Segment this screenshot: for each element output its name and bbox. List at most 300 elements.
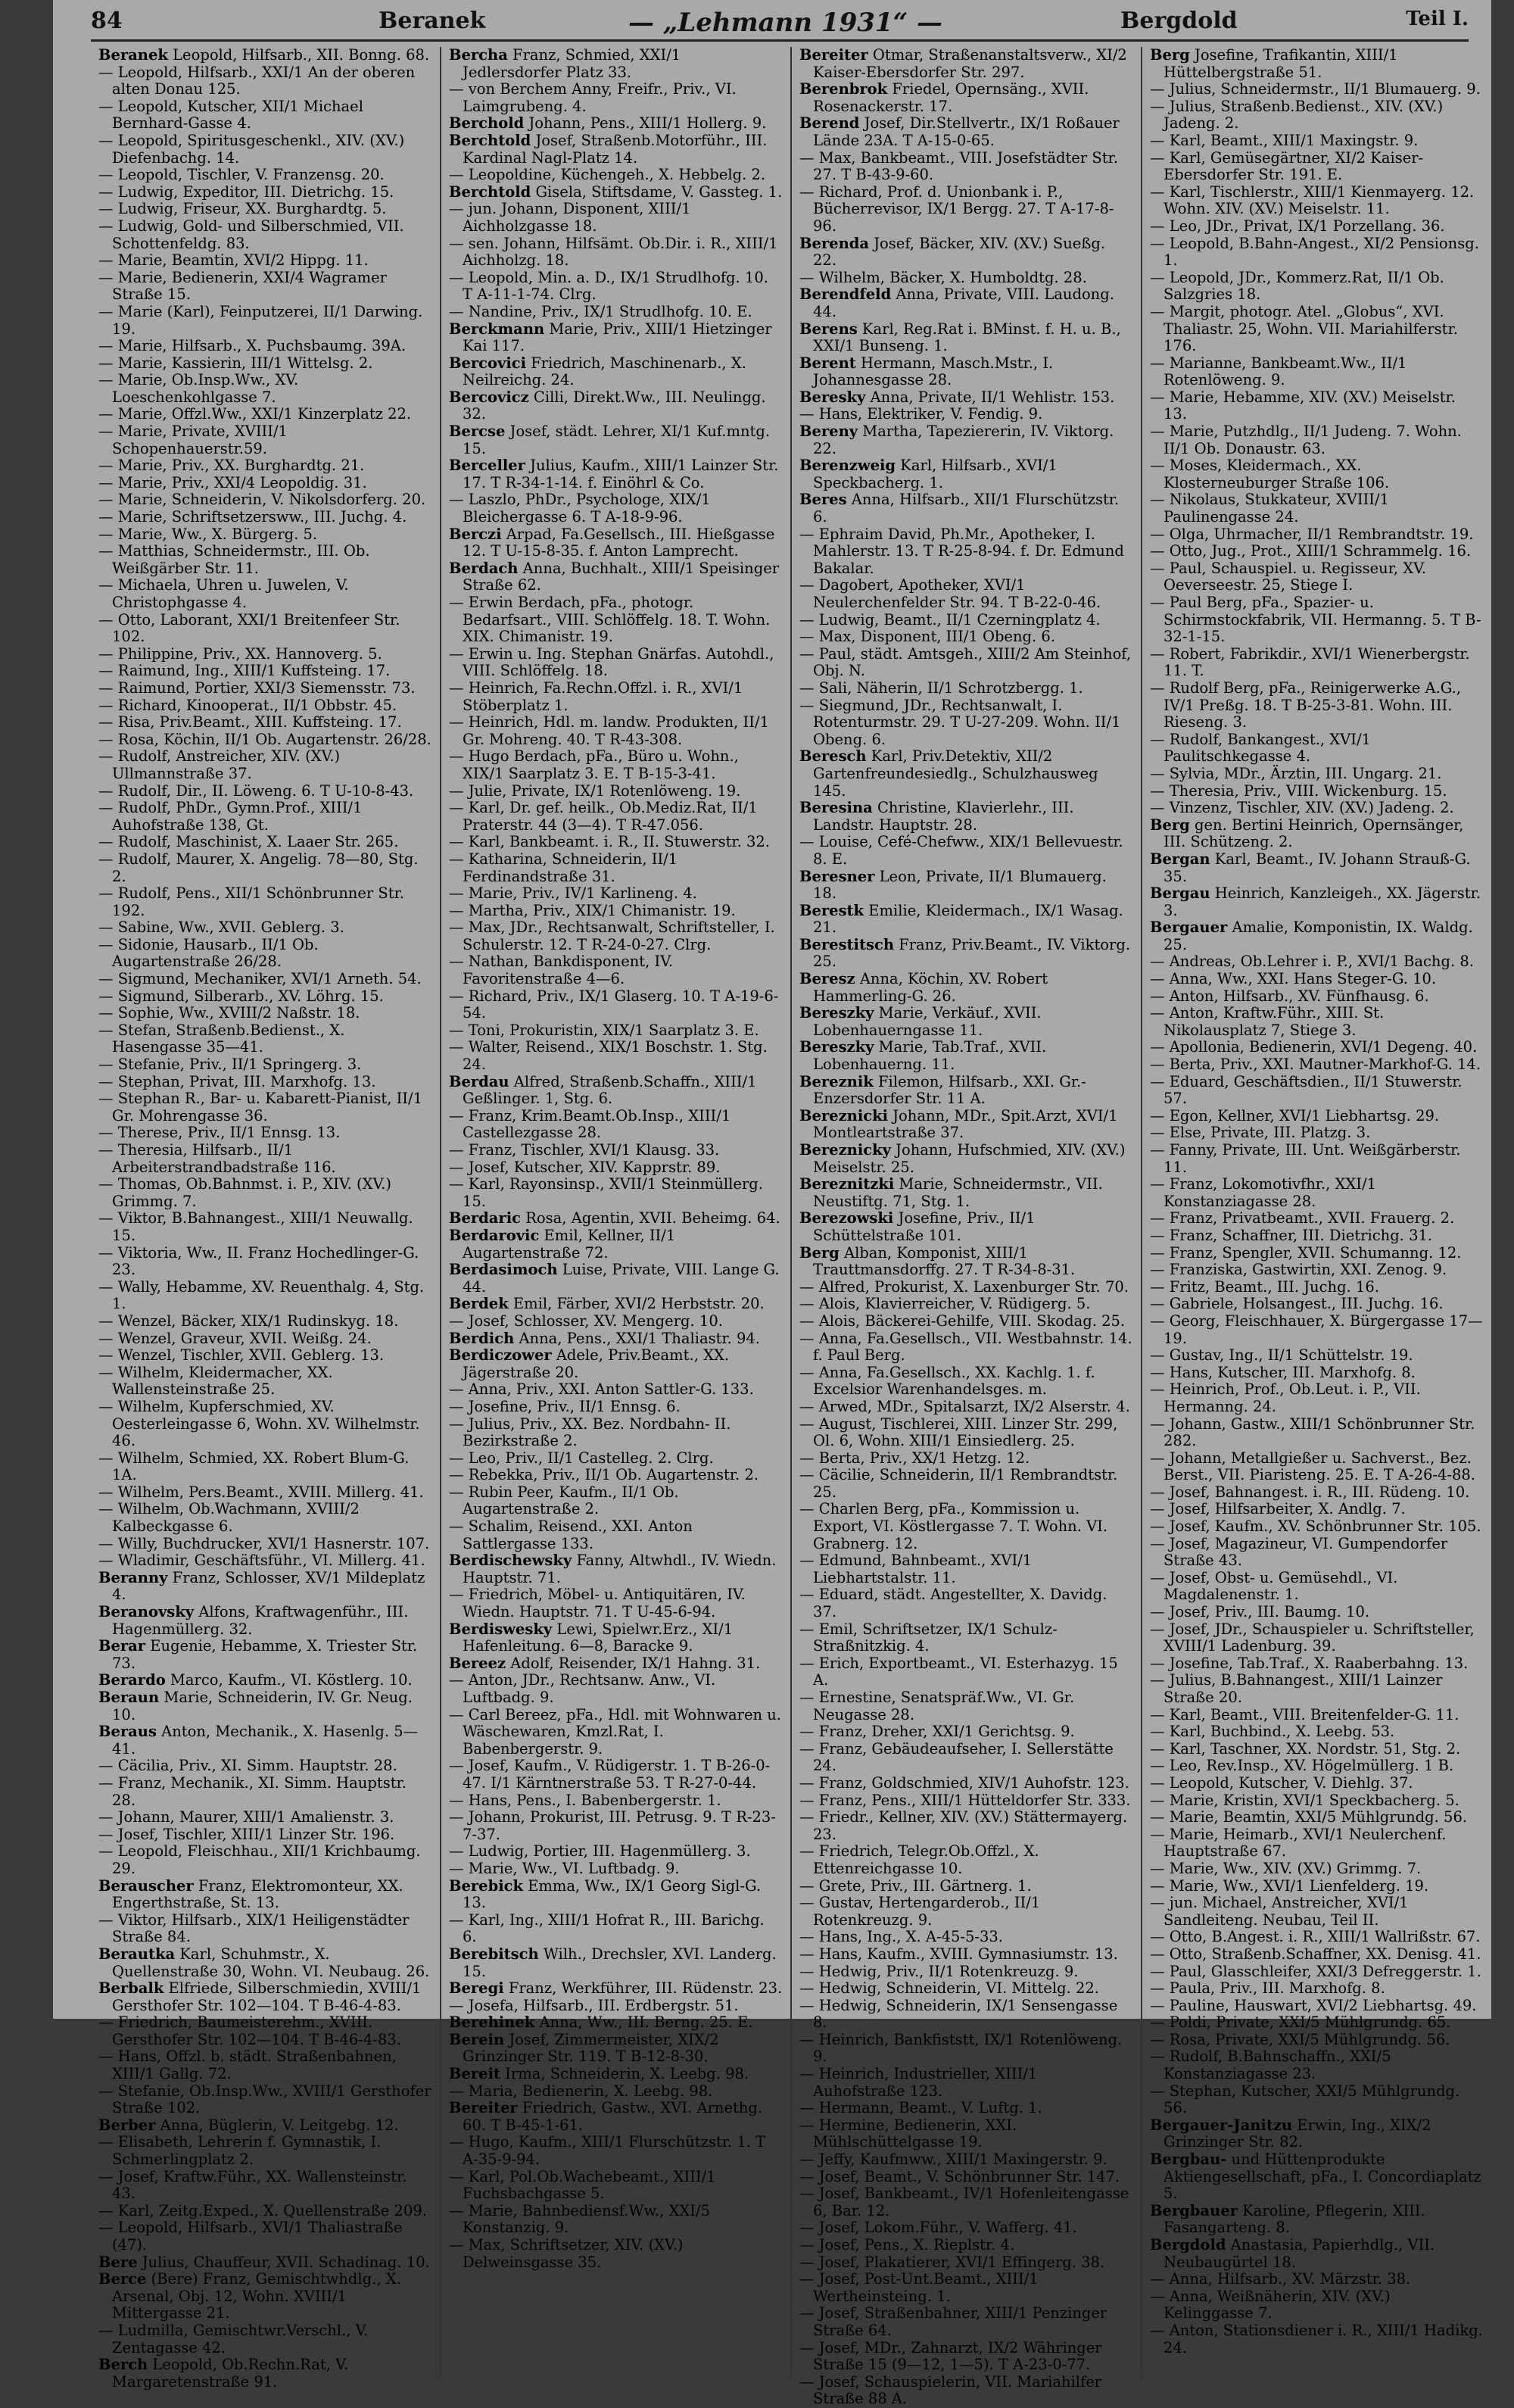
directory-entry: — Franziska, Gastwirtin, XXI. Zenog. 9. [1150,1261,1447,1279]
directory-entry: Berchtold Josef, Straßenb.Motorführ., III. Kardinal Nagl-Platz 14. [449,131,768,167]
directory-entry: — Heinrich, Hdl. m. landw. Produkten, II/1 Gr. Mohreng. 40. T R-43-308. [449,713,769,748]
directory-entry: — Stephan R., Bar- u. Kabarett-Pianist, II/1 Gr. Mohrengasse 36. [98,1090,422,1124]
directory-entry: — Dagobert, Apotheker, XVI/1 Neulerchenfelder Str. 94. T B-22-0-46. [799,576,1101,611]
directory-entry: — Franz, Mechanik., XI. Simm. Hauptstr. 28. [98,1773,407,1809]
directory-entry: — Leopold, JDr., Kommerz.Rat, II/1 Ob. Salzgries 18. [1150,268,1444,304]
directory-column-2 [440,47,790,2378]
directory-entry: — Leopold, Min. a. D., IX/1 Strudlhofg. 10. T A-11-1-74. Clrg. [449,268,768,304]
directory-entry: — Gustav, Hertengarderob., II/1 Rotenkreuzg. 9. [799,1894,1041,1929]
directory-entry: — Franz, Gebäudeaufseher, I. Sellerstätte 24. [799,1739,1114,1775]
directory-entry: — Wilhelm, Pers.Beamt., XVIII. Millerg. 41. [98,1483,424,1501]
directory-entry: — Hans, Ing., X. A-45-5-33. [799,1928,1003,1946]
directory-entry: — Johann, Prokurist, III. Petrusg. 9. T R-23-7-37. [449,1808,776,1843]
directory-entry: — Anna, Hilfsarb., XV. Märzstr. 38. [1150,2270,1411,2288]
directory-entry: — Heinrich, Industrieller, XIII/1 Auhofstraße 123. [799,2065,1038,2100]
directory-entry: — Apollonia, Bedienerin, XVI/1 Degeng. 40. [1150,1038,1478,1056]
directory-entry: Bereiter Friedrich, Gastw., XVI. Arnethg. 60. T B-45-1-61. [449,2099,763,2134]
directory-entry: — Julius, B.Bahnangest., XIII/1 Lainzer Straße 20. [1150,1671,1443,1706]
directory-entry: — Karl, Bankbeamt. i. R., II. Stuwerstr. 32. [449,833,771,851]
directory-entry: — Emil, Schriftsetzer, IX/1 Schulz-Straßnitzkig. 4. [799,1620,1058,1655]
directory-entry: — Rosa, Private, XXI/5 Mühlgrundg. 56. [1150,2030,1450,2048]
directory-entry: — Wladimir, Geschäftsführ., VI. Millerg. 41. [98,1552,425,1570]
directory-entry: — Leopold, Fleischhau., XII/1 Krichbaumg. 29. [98,1842,421,1877]
directory-entry: — Marie, Schneiderin, V. Nikolsdorferg. 20. [98,491,426,509]
directory-entry: — Rudolf, Anstreicher, XIV. (XV.) Ullmannstraße 37. [98,747,341,782]
directory-entry: — August, Tischlerei, XIII. Linzer Str. 299, Ol. 6, Wohn. XIII/1 Einsiedlerg. 25. [799,1415,1118,1450]
directory-entry: — Ludmilla, Gemischtwr.Verschl., V. Zentagasse 42. [98,2321,369,2357]
directory-entry: — Otto, Laborant, XXI/1 Breitenfeer Str. 102. [98,610,400,646]
directory-entry: — Anna, Ww., XXI. Hans Steger-G. 10. [1150,970,1437,988]
directory-entry: — Fanny, Private, III. Unt. Weißgärberstr. 11. [1150,1141,1461,1176]
directory-entry: Berebitsch Wilh., Drechsler, XVI. Landerg. 15. [449,1945,777,1980]
directory-entry: Beregi Franz, Werkführer, III. Rüdenstr. 23. [449,1979,783,1998]
directory-entry: Berczi Arpad, Fa.Gesellsch., III. Hießgasse 12. T U-15-8-35. f. Anton Lamprecht. [449,525,775,560]
directory-entry: — Josef, Lokom.Führ., V. Wafferg. 41. [799,2219,1077,2237]
directory-entry: — Erwin u. Ing. Stephan Gnärfas. Autohdl., VIII. Schlöffelg. 18. [449,644,774,680]
directory-entry: Beranek Leopold, Hilfsarb., XII. Bonng. 68. [98,46,430,64]
directory-entry: — Martha, Priv., XIX/1 Chimanistr. 19. [449,901,736,919]
directory-entry: — Leopold, Hilfsarb., XVI/1 Thaliastraße (47). [98,2219,403,2254]
directory-entry: — Moses, Kleidermach., XX. Klosterneuburger Straße 106. [1150,457,1390,491]
directory-entry: — Sophie, Ww., XVIII/2 Naßstr. 18. [98,1004,360,1022]
directory-entry: — Franz, Lokomotivfhr., XXI/1 Konstanziagasse 28. [1150,1175,1376,1210]
directory-entry: — Egon, Kellner, XVI/1 Liebhartsg. 29. [1150,1106,1440,1124]
directory-entry: — Viktor, Hilfsarb., XIX/1 Heiligenstädter Straße 84. [98,1910,410,1946]
directory-entry: — Franz, Goldschmied, XIV/1 Auhofstr. 123. [799,1773,1129,1792]
directory-entry: Berber Anna, Büglerin, V. Leitgebg. 12. [98,2116,399,2134]
directory-entry: — Karl, Pol.Ob.Wachebeamt., XIII/1 Fuchsbachgasse 5. [449,2167,716,2203]
directory-entry: — Josef, Hilfsarbeiter, X. Andlg. 7. [1150,1500,1406,1518]
directory-entry: Berens Karl, Reg.Rat i. BMinst. f. H. u. B., XXI/1 Bunseng. 1. [799,320,1121,355]
directory-entry: — Georg, Fleischhauer, X. Bürgergasse 17—19. [1150,1312,1483,1347]
directory-entry: — Julius, Schneidermstr., II/1 Blumauerg. 9. [1150,80,1481,98]
directory-entry: Beresz Anna, Köchin, XV. Robert Hammerling-G. 26. [799,970,1048,1005]
directory-entry: — Franz, Pens., XIII/1 Hütteldorfer Str. 333. [799,1791,1131,1809]
directory-entry: — Marie, Offzl.Ww., XXI/1 Kinzerplatz 22. [98,405,412,423]
directory-entry: Berbalk Elfriede, Silberschmiedin, XVIII/1 Gersthofer Str. 102—104. T B-46-4-83. [98,1979,422,2014]
directory-entry: — von Berchem Anny, Freifr., Priv., VI. Laimgrubeng. 4. [449,80,737,115]
directory-entry: — Leopold, Spiritusgeschenkl., XIV. (XV.) Diefenbachg. 14. [98,131,405,167]
directory-entry: — Rebekka, Priv., II/1 Ob. Augartenstr. 2. [449,1466,759,1484]
directory-entry: — Karl, Gemüsegärtner, XI/2 Kaiser-Ebersdorfer Str. 191. E. [1150,148,1424,184]
directory-entry: — Josef, Pens., X. Rieplstr. 4. [799,2236,1015,2254]
directory-entry: — Josef, MDr., Zahnarzt, IX/2 Währinger Straße 15 (9—12, 1—5). T A-23-0-77. [799,2338,1102,2374]
directory-entry: — Paula, Priv., III. Marxhofg. 8. [1150,1979,1385,1998]
directory-entry: Bereznik Filemon, Hilfsarb., XXI. Gr.-Enzersdorfer Str. 11 A. [799,1072,1086,1108]
directory-entry: — Marie, Heimarb., XVI/1 Neulerchenf. Hauptstraße 67. [1150,1825,1447,1861]
directory-entry: — Hedwig, Schneiderin, IX/1 Sensengasse 8. [799,1996,1118,2032]
directory-entry: Berdich Anna, Pens., XXI/1 Thaliastr. 94. [449,1329,760,1347]
directory-entry: — Stefan, Straßenb.Bedienst., X. Hasengasse 35—41. [98,1021,345,1056]
directory-entry: — Wilhelm, Ob.Wachmann, XVIII/2 Kalbeckgasse 6. [98,1500,360,1536]
directory-entry: — Heinrich, Fa.Rechn.Offzl. i. R., XVI/1 Stöberplatz 1. [449,678,743,714]
directory-entry: Bercha Franz, Schmied, XXI/1 Jedlersdorfer Platz 33. [449,46,681,81]
header-title: — „Lehmann 1931“ — [628,8,942,38]
directory-entry: — Wilhelm, Schmied, XX. Robert Blum-G. 1A. [98,1449,410,1484]
directory-entry: — Josefine, Tab.Traf., X. Raaberbahng. 13. [1150,1654,1469,1672]
directory-entry: — Matthias, Schneidermstr., III. Ob. Weißgärber Str. 11. [98,542,370,577]
directory-entry: — Maria, Bedienerin, X. Leebg. 98. [449,2082,713,2100]
directory-entry: Berchtold Gisela, Stiftsdame, V. Gassteg. 1. [449,182,783,201]
directory-entry: — Josef, Kaufm., XV. Schönbrunner Str. 105. [1150,1517,1481,1536]
directory-entry: — Siegmund, JDr., Rechtsanwalt, I. Rotenturmstr. 29. T U-27-209. Wohn. II/1 Obeng. 6. [799,696,1121,748]
directory-entry: — Marie, Priv., XXI/4 Leopoldig. 31. [98,473,367,491]
directory-entry: — Jeffy, Kaufmww., XIII/1 Maxingerstr. 9. [799,2151,1107,2169]
directory-entry: — Ernestine, Senatspräf.Ww., VI. Gr. Neugasse 28. [799,1689,1075,1723]
directory-entry: — Marie, Bedienerin, XXI/4 Wagramer Straße 15. [98,268,387,304]
directory-entry: Bercovicz Cilli, Direkt.Ww., III. Neulingg. 32. [449,388,766,423]
directory-entry: — Leopold, B.Bahn-Angest., XI/2 Pensionsg. 1. [1150,234,1479,270]
directory-entry: — Franz, Spengler, XVII. Schumanng. 12. [1150,1243,1462,1262]
directory-entry: Berg Josefine, Trafikantin, XIII/1 Hüttelbergstraße 51. [1150,46,1398,81]
directory-entry: — Theresia, Hilfsarb., II/1 Arbeiterstrandbadstraße 116. [98,1141,336,1176]
directory-entry: — Ludwig, Portier, III. Hagenmüllerg. 3. [449,1842,751,1861]
directory-entry: — Elisabeth, Lehrerin f. Gymnastik, I. Schmerlingplatz 2. [98,2133,382,2169]
directory-entry: — Marie, Priv., XX. Burghardtg. 21. [98,457,365,475]
directory-entry: — Josef, Schlosser, XV. Mengerg. 10. [449,1312,723,1330]
directory-entry: — Marie (Karl), Feinputzerei, II/1 Darwing. 19. [98,302,423,338]
directory-entry: — Cäcilia, Priv., XI. Simm. Hauptstr. 28. [98,1757,397,1775]
directory-entry: — Karl, Tischlerstr., XIII/1 Kienmayerg. 12. Wohn. XIV. (XV.) Meiselstr. 11. [1150,182,1475,218]
directory-entry: Bergbau- und Hüttenprodukte Aktiengesellschaft, pFa., I. Concordiaplatz 5. [1150,2151,1481,2203]
directory-entry: — Eduard, Geschäftsdien., II/1 Stuwerstr. 57. [1150,1072,1463,1108]
directory-entry: Berauscher Franz, Elektromonteur, XX. Engerthstraße, St. 13. [98,1876,403,1912]
directory-entry: — Josef, Tischler, XIII/1 Linzer Str. 196. [98,1825,395,1843]
directory-entry: — Cäcilie, Schneiderin, II/1 Rembrandtstr. 25. [799,1466,1118,1501]
page-header [91,5,1469,42]
directory-entry: — Marie, Hebamme, XIV. (XV.) Meiselstr. 13. [1150,388,1456,423]
directory-entry: — Rosa, Köchin, II/1 Ob. Augartenstr. 26/28. [98,730,431,748]
directory-entry: — Rudolf, PhDr., Gymn.Prof., XIII/1 Auhofstraße 138, Gt. [98,799,363,834]
directory-entry: — Paul, städt. Amtsgeh., XIII/2 Am Steinhof, Obj. N. [799,644,1132,680]
page-number: 84 [91,8,123,34]
directory-entry: — Josef, Plakatierer, XVI/1 Effingerg. 38. [799,2253,1105,2271]
directory-entry: — Wilhelm, Kupferschmied, XV. Oesterleingasse 6, Wohn. XV. Wilhelmstr. 46. [98,1397,420,1450]
directory-entry: — Franz, Tischler, XVI/1 Klausg. 33. [449,1141,720,1159]
directory-entry: — Max, Bankbeamt., VIII. Josefstädter Str. 27. T B-43-9-60. [799,148,1118,184]
directory-entry: Berce (Bere) Franz, Gemischtwhdlg., X. Arsenal, Obj. 12, Wohn. XVIII/1 Mittergasse 21. [98,2270,401,2322]
directory-entry: — Wally, Hebamme, XV. Reuenthalg. 4, Stg. 1. [98,1277,425,1313]
directory-entry: Berdau Alfred, Straßenb.Schaffn., XIII/1 Geßlinger. 1, Stg. 6. [449,1072,757,1108]
directory-entry: — Josef, Post-Unt.Beamt., XIII/1 Wertheinsteing. 1. [799,2270,1039,2305]
directory-entry: Bereszky Marie, Tab.Traf., XVII. Lobenhauerng. 11. [799,1038,1047,1074]
directory-entry: — Michaela, Uhren u. Juwelen, V. Christophgasse 4. [98,576,349,611]
directory-entry: Berar Eugenie, Hebamme, X. Triester Str. 73. [98,1637,418,1672]
directory-entry: — Sylvia, MDr., Ärztin, III. Ungarg. 21. [1150,764,1442,782]
directory-entry: Berg Alban, Komponist, XIII/1 Trauttmansdorffg. 27. T R-34-8-31. [799,1243,1076,1279]
directory-entry: Bereszky Marie, Verkäuf., XVII. Lobenhauerngasse 11. [799,1004,1042,1039]
directory-entry: Beranny Franz, Schlosser, XV/1 Mildeplatz 4. [98,1568,425,1604]
directory-entry: — Max, JDr., Rechtsanwalt, Schriftsteller, I. Schulerstr. 12. T R-24-0-27. Clrg. [449,919,775,953]
directory-entry: Berent Hermann, Masch.Mstr., I. Johannesgasse 28. [799,354,1054,389]
directory-entry: — Friedrich, Möbel- u. Antiquitären, IV. Wiedn. Hauptstr. 71. T U-45-6-94. [449,1586,746,1621]
directory-entry: — Friedrich, Baumeisterehm., XVIII. Gersthofer Str. 102—104. T B-46-4-83. [98,2013,401,2048]
directory-column-1 [91,46,440,2391]
directory-entry: — Karl, Rayonsinsp., XVII/1 Steinmüllerg. 15. [449,1175,763,1210]
directory-entry: — Margit, photogr. Atel. „Globus“, XVI. Thaliastr. 25, Wohn. VII. Mariahilferstr. 176. [1150,302,1458,355]
directory-entry: — Alfred, Prokurist, X. Laxenburger Str. 70. [799,1277,1129,1296]
directory-entry: Beresch Karl, Priv.Detektiv, XII/2 Gartenfreundesiedlg., Schulzhausweg 145. [799,747,1098,800]
directory-entry: — Leopold, Kutscher, XII/1 Michael Bernhard-Gasse 4. [98,97,363,133]
directory-entry: — Stephan, Privat, III. Marxhofg. 13. [98,1072,376,1090]
directory-entry: — Rudolf, B.Bahnschaffn., XXI/5 Konstanziagasse 23. [1150,2048,1391,2083]
directory-entry: — Rudolf, Dir., II. Löweng. 6. T U-10-8-43. [98,781,414,800]
directory-entry: Berend Josef, Dir.Stellvertr., IX/1 Roßauer Lände 23A. T A-15-0-65. [799,114,1120,149]
directory-entry: Berdasimoch Luise, Private, VIII. Lange G. 44. [449,1261,780,1296]
directory-entry: Beraus Anton, Mechanik., X. Hasenlg. 5—41. [98,1723,419,1758]
directory-entry: — Sigmund, Silberarb., XV. Löhrg. 15. [98,987,384,1005]
directory-entry: Berein Josef, Zimmermeister, XIX/2 Grinzinger Str. 119. T B-12-8-30. [449,2030,719,2066]
directory-entry: — Marie, Priv., IV/1 Karlineng. 4. [449,884,697,903]
directory-entry: — Marie, Ww., X. Bürgerg. 5. [98,525,318,543]
directory-entry: — Marie, Ob.Insp.Ww., XV. Loeschenkohlgasse 7. [98,371,299,406]
directory-entry: — Ludwig, Gold- und Silberschmied, VII. Schottenfeldg. 83. [98,217,404,252]
directory-entry: — Karl, Beamt., XIII/1 Maxingstr. 9. [1150,131,1419,149]
directory-entry: — Stefanie, Ob.Insp.Ww., XVIII/1 Gersthofer Straße 102. [98,2082,431,2117]
directory-entry: Berdek Emil, Färber, XVI/2 Herbststr. 20. [449,1295,765,1313]
directory-entry: — Nikolaus, Stukkateur, XVIII/1 Paulinengasse 24. [1150,491,1389,526]
directory-entry: — Edmund, Bahnbeamt., XVI/1 Liebhartstalstr. 11. [799,1552,1033,1586]
directory-entry: — Charlen Berg, pFa., Kommission u. Export, VI. Köstlergasse 7. T. Wohn. VI. Grabnerg. 12. [799,1500,1108,1552]
directory-entry: — Laszlo, PhDr., Psychologe, XIX/1 Bleichergasse 6. T A-18-9-96. [449,491,711,526]
directory-entry: — Hedwig, Priv., II/1 Rotenkreuzg. 9. [799,1962,1079,1980]
directory-entry: — Carl Bereez, pFa., Hdl. mit Wohnwaren u. Wäschewaren, Kmzl.Rat, I. Babenbergerstr. 9. [449,1705,782,1758]
directory-entry: — Berta, Priv., XXI. Mautner-Markhof-G. 14. [1150,1056,1481,1074]
directory-entry: — Erwin Berdach, pFa., photogr. Bedarfsart., VIII. Schlöffelg. 18. T. Wohn. XIX. Chimanistr. 19. [449,594,771,646]
directory-entry: Bere Julius, Chauffeur, XVII. Schadinag. 10. [98,2253,430,2271]
directory-entry: — Marie, Beamtin, XXI/5 Mühlgrundg. 56. [1150,1808,1468,1826]
directory-entry: — Heinrich, Bankfiststt, IX/1 Rotenlöweng. 9. [799,2030,1123,2066]
directory-entry: — Leopoldine, Küchengeh., X. Hebbelg. 2. [449,166,766,184]
directory-entry: Berezowski Josefine, Priv., II/1 Schüttelstraße 101. [799,1209,1036,1244]
directory-entry: — Nathan, Bankdisponent, IV. Favoritenstraße 4—6. [449,953,674,988]
directory-entry: — Hans, Offzl. b. städt. Straßenbahnen, XIII/1 Gallg. 72. [98,2048,397,2083]
directory-entry: — Marie, Hilfsarb., X. Puchsbaumg. 39A. [98,337,407,355]
directory-entry: — Richard, Prof. d. Unionbank i. P., Bücherrevisor, IX/1 Bergg. 27. T A-17-8-96. [799,182,1114,235]
directory-entry: — jun. Michael, Anstreicher, XVI/1 Sandleiteng. Neubau, Teil II. [1150,1894,1409,1929]
directory-entry: Berch Leopold, Ob.Rechn.Rat, V. Margaretenstraße 91. [98,2356,348,2391]
directory-entry: Berehinek Anna, Ww., III. Berng. 25. E. [449,2013,753,2032]
directory-entry: — Marianne, Bankbeamt.Ww., II/1 Rotenlöweng. 9. [1150,354,1407,389]
directory-entry: — Josef, Magazineur, VI. Gumpendorfer Straße 43. [1150,1534,1448,1570]
directory-entry: — Grete, Priv., III. Gärtnerg. 1. [799,1876,1032,1895]
directory-entry: — Ludwig, Beamt., II/1 Czerningplatz 4. [799,610,1101,629]
directory-entry: — Josef, Kutscher, XIV. Kapprstr. 89. [449,1158,721,1176]
directory-entry: Berardo Marco, Kaufm., VI. Köstlerg. 10. [98,1671,413,1689]
directory-entry: Berenzweig Karl, Hilfsarb., XVI/1 Speckbacherg. 1. [799,457,1058,491]
directory-entry: — Ludwig, Expeditor, III. Dietrichg. 15. [98,182,394,201]
directory-entry: — Risa, Priv.Beamt., XIII. Kuffsteing. 17. [98,713,402,731]
directory-entry: Beranovsky Alfons, Kraftwagenführ., III. Hagenmüllerg. 32. [98,1603,409,1638]
directory-entry: — Friedr., Kellner, XIV. (XV.) Stättermayerg. 23. [799,1808,1128,1843]
directory-entry: — Ludwig, Friseur, XX. Burghardtg. 5. [98,200,387,218]
directory-entry: — Marie, Private, XVIII/1 Schopenhauerstr.59. [98,423,288,457]
directory-entry: — Eduard, städt. Angestellter, X. Davidg. 37. [799,1586,1107,1621]
directory-entry: — Berta, Priv., XX/1 Hetzg. 12. [799,1449,1030,1467]
directory-entry: — Anna, Fa.Gesellsch., VII. Westbahnstr. 14. f. Paul Berg. [799,1329,1132,1365]
header-part: Teil I. [1406,8,1469,30]
directory-entry: — Erich, Exportbeamt., VI. Esterhazyg. 15 A. [799,1654,1118,1689]
directory-entry: Berceller Julius, Kaufm., XIII/1 Lainzer Str. 17. T R-34-1-14. f. Einöhrl & Co. [449,457,779,491]
directory-entry: — Sidonie, Hausarb., II/1 Ob. Augartenstraße 26/28. [98,935,319,971]
directory-entry: — Otto, Jug., Prot., XIII/1 Schrammelg. 16. [1150,542,1472,560]
directory-entry: — Franz, Privatbeamt., XVII. Frauerg. 2. [1150,1209,1455,1227]
directory-entry: Berestk Emilie, Kleidermach., IX/1 Wasag. 21. [799,901,1123,937]
directory-entry: — Hans, Kutscher, III. Marxhofg. 8. [1150,1363,1416,1381]
directory-entry: — Josef, Schauspielerin, VII. Mariahilfer Straße 88 A. [799,2372,1102,2408]
directory-entry: — Paul Berg, pFa., Spazier- u. Schirmstockfabrik, VII. Hermanng. 5. T B-32-1-15. [1150,594,1481,646]
directory-entry: — Josef, JDr., Schauspieler u. Schriftsteller, XVIII/1 Ladenburg. 39. [1150,1620,1475,1655]
directory-entry: — Gustav, Ing., II/1 Schüttelstr. 19. [1150,1346,1413,1365]
directory-entry: Bereiter Otmar, Straßenanstaltsverw., XI/2 Kaiser-Ebersdorfer Str. 297. [799,46,1127,81]
directory-entry: — Hugo Berdach, pFa., Büro u. Wohn., XIX/1 Saarplatz 3. E. T B-15-3-41. [449,747,739,782]
directory-entry: — Richard, Priv., IX/1 Glaserg. 10. T A-19-6-54. [449,987,779,1022]
directory-entry: — Julius, Priv., XX. Bez. Nordbahn- II. Bezirkstraße 2. [449,1415,731,1450]
directory-entry: Berautka Karl, Schuhmstr., X. Quellenstraße 30, Wohn. VI. Neubaug. 26. [98,1945,430,1980]
directory-entry: — jun. Johann, Disponent, XIII/1 Aichholzgasse 18. [449,200,691,235]
directory-entry: — Franz, Schaffner, III. Dietrichg. 31. [1150,1226,1433,1244]
directory-entry: — Rudolf, Maurer, X. Angelig. 78—80, Stg. 2. [98,850,419,885]
directory-entry: Berendfeld Anna, Private, VIII. Laudong. 44. [799,285,1114,320]
directory-entry: — Nandine, Priv., IX/1 Strudlhofg. 10. E. [449,302,752,320]
directory-entry: — Fritz, Beamt., III. Juchg. 16. [1150,1277,1379,1296]
directory-entry: — Leo, Rev.Insp., XV. Högelmüllerg. 1 B. [1150,1757,1454,1775]
directory-entry: — Josef, Kraftw.Führ., XX. Wallensteinstr. 43. [98,2167,407,2203]
directory-entry: Bergauer Amalie, Komponistin, IX. Waldg. 25. [1150,919,1473,953]
directory-entry: — Heinrich, Prof., Ob.Leut. i. P., VII. Hermanng. 24. [1150,1380,1421,1415]
directory-entry: Bereznicky Johann, Hufschmied, XIV. (XV.) Meiselstr. 25. [799,1141,1126,1176]
directory-entry: — Marie, Kassierin, III/1 Wittelsg. 2. [98,354,373,372]
directory-entry: — Karl, Beamt., VIII. Breitenfelder-G. 11. [1150,1705,1459,1723]
directory-entry: Bercse Josef, städt. Lehrer, XI/1 Kuf.mntg. 15. [449,423,771,457]
directory-entry: — Marie, Kristin, XVI/1 Speckbacherg. 5. [1150,1791,1459,1809]
directory-entry: — Wenzel, Graveur, XVII. Weißg. 24. [98,1329,372,1347]
directory-entry: Bereny Martha, Tapeziererin, IV. Viktorg. 22. [799,423,1114,457]
directory-entry: — Else, Private, III. Platzg. 3. [1150,1124,1371,1142]
directory-entry: — Marie, Schriftsetzersww., III. Juchg. 4. [98,508,407,526]
directory-entry: Bereez Adolf, Reisender, IX/1 Hahng. 31. [449,1654,761,1672]
directory-entry: — Schalim, Reisend., XXI. Anton Sattlergasse 133. [449,1517,693,1552]
directory-entry: — Toni, Prokuristin, XIX/1 Saarplatz 3. E. [449,1021,759,1039]
directory-entry: — Viktoria, Ww., II. Franz Hochedlinger-G. 23. [98,1243,419,1279]
directory-entry: — Raimund, Ing., XIII/1 Kuffsteing. 17. [98,662,391,680]
directory-entry: — Ephraim David, Ph.Mr., Apotheker, I. Mahlerstr. 13. T R-25-8-94. f. Dr. Edmund Bakalar. [799,525,1124,577]
directory-entry: — Franz, Dreher, XXI/1 Gerichtsg. 9. [799,1723,1075,1741]
directory-entry: — Otto, B.Angest. i. R., XIII/1 Wallrißstr. 67. [1150,1928,1481,1946]
directory-entry: — Therese, Priv., II/1 Ennsg. 13. [98,1124,341,1142]
directory-entry: — Marie, Ww., VI. Luftbadg. 9. [449,1859,680,1877]
directory-entry: — Richard, Kinooperat., II/1 Obbstr. 45. [98,696,397,714]
directory-entry: Berdischewsky Fanny, Altwhdl., IV. Wiedn. Hauptstr. 71. [449,1552,777,1586]
directory-entry: — Sabine, Ww., XVII. Geblerg. 3. [98,919,344,937]
directory-entry: — Wenzel, Bäcker, XIX/1 Rudinskyg. 18. [98,1312,399,1330]
directory-entry: — Pauline, Hauswart, XVI/2 Liebhartsg. 49. [1150,1996,1477,2014]
directory-entry: — Rudolf Berg, pFa., Reinigerwerke A.G., IV/1 Preßg. 18. T B-25-3-81. Wohn. III. Rieseng. 3. [1150,678,1462,731]
directory-entry: — Arwed, MDr., Spitalsarzt, IX/2 Alserstr. 4. [799,1397,1130,1415]
directory-entry: — Robert, Fabrikdir., XVI/1 Wienerbergstr. 11. T. [1150,644,1470,680]
directory-entry: Bergbauer Karoline, Pflegerin, XIII. Fasangarteng. 8. [1150,2201,1425,2237]
directory-column-3 [790,46,1141,2408]
directory-entry: Beresner Leon, Private, II/1 Blumauerg. 18. [799,867,1107,903]
directory-entry: — Josef, Bahnangest. i. R., III. Rüdeng. 10. [1150,1483,1470,1501]
directory-entry: — Johann, Gastw., XIII/1 Schönbrunner Str. 282. [1150,1415,1475,1450]
directory-entry: Berenbrok Friedel, Opernsäng., XVII. Rosenackerstr. 17. [799,80,1089,115]
directory-entry: — Willy, Buchdrucker, XVI/1 Hasnerstr. 107. [98,1534,430,1552]
directory-entry: — Josef, Priv., III. Baumg. 10. [1150,1603,1370,1621]
directory-entry: — Julie, Private, IX/1 Rotenlöweng. 19. [449,781,741,800]
directory-entry: — Katharina, Schneiderin, II/1 Ferdinandstraße 31. [449,850,678,885]
directory-entry: — Sali, Näherin, II/1 Schrotzbergg. 1. [799,678,1083,697]
directory-entry: Berdarovic Emil, Kellner, II/1 Augartenstraße 72. [449,1226,676,1262]
directory-entry: — Louise, Cefé-Chefww., XIX/1 Bellevuestr. 8. E. [799,833,1123,868]
directory-entry: — Hans, Elektriker, V. Fendig. 9. [799,405,1043,423]
directory-entry: — Anna, Fa.Gesellsch., XX. Kachlg. 1. f. Excelsior Warenhandelsges. m. [799,1363,1095,1399]
directory-entry: — Max, Schriftsetzer, XIV. (XV.) Delweinsgasse 35. [449,2236,684,2271]
directory-entry: — Marie, Bahnbediensf.Ww., XXI/5 Konstanzig. 9. [449,2201,710,2237]
directory-entry: — Hugo, Kaufm., XIII/1 Flurschützstr. 1. T A-35-9-94. [449,2133,766,2169]
directory-entry: — Josefine, Priv., II/1 Ennsg. 6. [449,1397,681,1415]
directory-entry: — Viktor, B.Bahnangest., XIII/1 Neuwallg. 15. [98,1209,413,1244]
directory-entry: Berchold Johann, Pens., XIII/1 Hollerg. 9. [449,114,767,133]
directory-entry: — Olga, Uhrmacher, II/1 Rembrandtstr. 19. [1150,525,1474,543]
directory-entry: — Raimund, Portier, XXI/3 Siemensstr. 73. [98,678,416,697]
directory-entry: — Rudolf, Pens., XII/1 Schönbrunner Str. 192. [98,884,404,919]
directory-entry: — Hedwig, Schneiderin, VI. Mittelg. 22. [799,1979,1099,1998]
directory-entry: — Wilhelm, Bäcker, X. Humboldtg. 28. [799,268,1087,286]
directory-entry: Bergau Heinrich, Kanzleigeh., XX. Jägerstr. 3. [1150,884,1481,919]
directory-entry: — Josefa, Hilfsarb., III. Erdbergstr. 51. [449,1996,739,2014]
directory-entry: — Josef, Bankbeamt., IV/1 Hofenleitengasse 6, Bar. 12. [799,2185,1129,2219]
directory-entry: — Franz, Krim.Beamt.Ob.Insp., XIII/1 Castellezgasse 28. [449,1106,731,1142]
directory-entry: — Leopold, Tischler, V. Franzensg. 20. [98,166,385,184]
directory-entry: — Wenzel, Tischler, XVII. Geblerg. 13. [98,1346,385,1365]
directory-entry: — Karl, Buchbind., X. Leebg. 53. [1150,1723,1395,1741]
directory-entry: — Anna, Weißnäherin, XIV. (XV.) Kelinggasse 7. [1150,2287,1391,2322]
directory-columns [91,46,1491,2408]
directory-entry: — Josef, Obst- u. Gemüsehdl., VI. Magdalenenstr. 1. [1150,1568,1398,1604]
directory-entry: — Julius, Straßenb.Bedienst., XIV. (XV.) Jadeng. 2. [1150,97,1444,133]
directory-entry: — Andreas, Ob.Lehrer i. P., XVI/1 Bachg. 8. [1150,953,1474,971]
directory-entry: — Stefanie, Priv., II/1 Springerg. 3. [98,1056,362,1074]
directory-entry: — Anton, Stationsdiener i. R., XIII/1 Hadikg. 24. [1150,2321,1483,2357]
directory-entry: — Karl, Ing., XIII/1 Hofrat R., III. Barichg. 6. [449,1910,765,1946]
directory-entry: — Friedrich, Telegr.Ob.Offzl., X. Ettenreichgasse 10. [799,1842,1039,1877]
directory-entry: Bereznitzki Marie, Schneidermstr., VII. Neustiftg. 71, Stg. 1. [799,1175,1103,1210]
directory-entry: — Marie, Putzhdlg., II/1 Judeng. 7. Wohn. II/1 Ob. Donaustr. 63. [1150,423,1462,457]
directory-entry: Berdiczower Adele, Priv.Beamt., XX. Jägerstraße 20. [449,1346,730,1381]
directory-entry: — Hermann, Beamt., V. Luftg. 1. [799,2099,1042,2117]
directory-entry: Bergan Karl, Beamt., IV. Johann Strauß-G. 35. [1150,850,1471,885]
directory-entry: — Karl, Zeitg.Exped., X. Quellenstraße 209. [98,2201,427,2219]
directory-entry: — Hans, Kaufm., XVIII. Gymnasiumstr. 13. [799,1945,1118,1963]
directory-entry: Bergauer-Janitzu Erwin, Ing., XIX/2 Grinzinger Str. 82. [1150,2116,1431,2151]
directory-entry: — Rudolf, Bankangest., XVI/1 Paulitschkegasse 4. [1150,730,1371,766]
directory-entry: — Rudolf, Maschinist, X. Laaer Str. 265. [98,833,399,851]
directory-entry: — Wilhelm, Kleidermacher, XX. Wallensteinstraße 25. [98,1363,333,1399]
directory-entry: — Paul, Schauspiel. u. Regisseur, XV. Oeverseestr. 25, Stiege I. [1150,559,1427,594]
directory-entry: Beraun Marie, Schneiderin, IV. Gr. Neug. 10. [98,1689,413,1723]
directory-entry: — Marie, Ww., XVI/1 Lienfelderg. 19. [1150,1876,1429,1895]
directory-entry: — Leopold, Hilfsarb., XXI/1 An der oberen alten Donau 125. [98,63,416,98]
directory-entry: — Marie, Ww., XIV. (XV.) Grimmg. 7. [1150,1859,1422,1877]
directory-entry: — Johann, Maurer, XIII/1 Amalienstr. 3. [98,1808,394,1826]
directory-entry: Berckmann Marie, Priv., XIII/1 Hietzinger Kai 117. [449,320,772,355]
directory-entry: — Poldi, Private, XXI/5 Mühlgrundg. 65. [1150,2013,1451,2032]
directory-entry: — Josef, Straßenbahner, XIII/1 Penzinger Straße 64. [799,2304,1107,2339]
directory-entry: — Leo, Priv., II/1 Castelleg. 2. Clrg. [449,1449,714,1467]
directory-entry: — Rubin Peer, Kaufm., II/1 Ob. Augartenstraße 2. [449,1483,679,1518]
directory-entry: Berg gen. Bertini Heinrich, Opernsänger, III. Schützeng. 2. [1150,816,1464,851]
